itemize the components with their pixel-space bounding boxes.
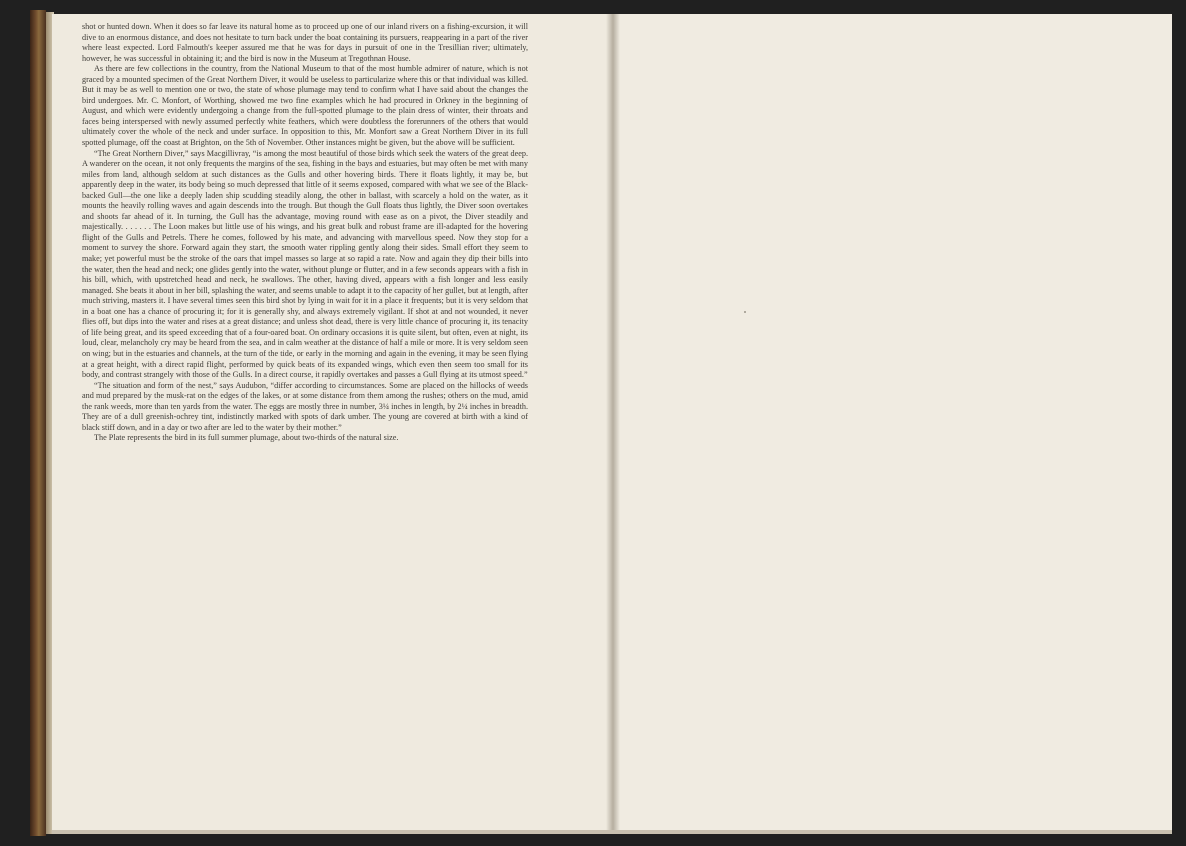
paragraph: As there are few collections in the country, from the National Museum to that of the most humble admirer of nature, which is not graced by a mounted specimen of the Great Northern Diver, it would be useless to particularize where this or that individual was killed. But it may be as well to mention one or two, the state of whose plumage may tend to confirm what I have said about the changes the bird undergoes. Mr. C. Monfort, of Worthing, showed me two fine examples which he had procured in Orkney in the beginning of August, and which were evidently undergoing a change from the full-spotted plumage to the plain dress of winter, their throats and faces being interspersed with newly assumed perfectly white feathers, which were doubtless the forerunners of the others that would ultimately cover the whole of the neck and under surface. In opposition to this, Mr. Monfort saw a Great Northern Diver in its full spotted plumage, off the coast at Brighton, on the 5th of November. Other instances might be given, but the above will be sufficient. — [82, 64, 528, 148]
paragraph: “The situation and form of the nest,” says Audubon, “differ according to circumstances. Some are placed on the hillocks of weeds and mud prepared by the musk-rat on the edges of the lakes, or at some distance from them among the rushes; others on the mud, amid the rank weeds, more than ten yards from the water. The eggs are mostly three in number, 3¼ inches in length, by 2¼ inches in breadth. They are of a dull greenish-ochrey tint, indistinctly marked with spots of dark umber. The young are covered at birth with a kind of black stiff down, and in a day or two after are led to the water by their mother.” — [82, 380, 528, 432]
paragraph: “The Great Northern Diver,” says Macgillivray, “is among the most beautiful of those birds which seek the waters of the great deep. A wanderer on the ocean, it not only frequents the margins of the sea, fishing in the bays and estuaries, but may often be met with many miles from land, although seldom at such distances as the Gulls and other hovering birds. There it floats lightly, it may be, but apparently deep in the water, its body being so much depressed that little of it seems exposed, compared with what we see of the Black-backed Gull—the one like a deeply laden ship scudding steadily along, the other in ballast, with scarcely a hold on the water, as it mounts the heavily rolling waves and again descends into the trough. But though the Gull floats thus lightly, the Diver soon overtakes and shoots far ahead of it. In turning, the Gull has the advantage, moving round with ease as on a pivot, the Diver steadily and majestically. . . . . . . The Loon makes but little use of his wings, and his great bulk and robust frame are ill-adapted for the hovering flight of the Gulls and Petrels. There he comes, followed by his mate, and advancing with marvellous speed. Now they stop for a moment to survey the shore. Forward again they start, the smooth water rippling gently along their sides. Small effort they seem to make; yet powerful must be the stroke of the oars that impel masses so large at so rapid a rate. Now and again they dip their bills into the water, then the head and neck; one glides gently into the water, without plunge or flutter, and in a few seconds appears with a fish in his bill, which, with upstretched head and neck, he swallows. The other, having dived, appears with a fish longer and less easily managed. She beats it about in her bill, splashing the water, and seems unable to adapt it to the capacity of her gullet, but at length, after much striving, masters it. I have several times seen this bird shot by lying in wait for it in a place it frequents; but it is very seldom that in a boat one has a chance of procuring it; for it is generally shy, and always extremely vigilant. If shot at and not wounded, it never flies off, but dips into the water and rises at a great distance; and unless shot dead, there is very little chance of procuring it, its tenacity of life being great, and its speed exceeding that of a four-oared boat. On ordinary occasions it is quite silent, but often, even at night, its loud, clear, melancholy cry may be heard from the sea, and in calm weather at the distance of half a mile or more. It is very seldom seen on wing; but in the estuaries and channels, at the turn of the tide, or early in the morning and again in the evening, it may be seen flying at a great height, with a direct rapid flight, performed by quick beats of its expanded wings, which even then seem too small for its body, and contrast strangely with those of the Gulls. In a direct course, it rapidly overtakes and passes a Gull flying at its utmost speed.” — [82, 148, 528, 380]
right-page — [612, 14, 1172, 832]
paragraph: The Plate represents the bird in its full summer plumage, about two-thirds of the natural size. — [94, 433, 399, 443]
body-text — [82, 22, 528, 444]
page-bottom-edge — [52, 830, 1172, 834]
book-spine — [30, 10, 46, 836]
paragraph: shot or hunted down. When it does so far leave its natural home as to proceed up one of our inland rivers on a fishing-excursion, it will dive to an enormous distance, and does not hesitate to turn back under the boat containing its pursuers, reappearing in a part of the river where least expected. Lord Falmouth's keeper assured me that he was for days in pursuit of one in the Tresillian river; ultimately, however, he was successful in obtaining it; and the bird is now in the Museum at Tregothnan House. — [82, 22, 528, 63]
page-gutter — [606, 14, 620, 832]
paper-speck — [744, 311, 746, 313]
